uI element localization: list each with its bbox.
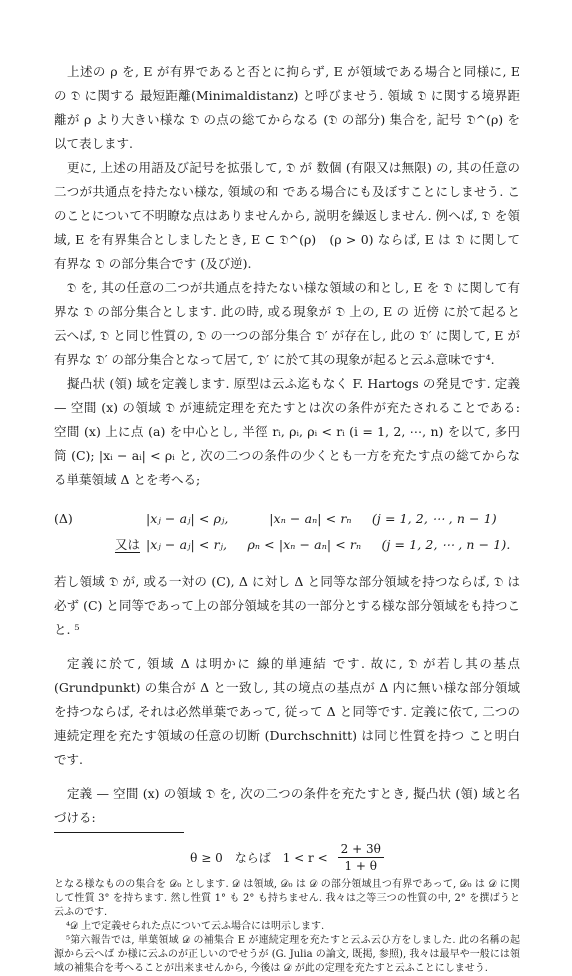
footnote-3-continued: となる様なものの集合を 𝒟₀ とします. 𝒟 は領域, 𝒟₀ は 𝒟 の部分領域且つ有界であって, 𝒟₀ は 𝒟 に関して性質 3° を持ちます. 然し性質 1° も 2° も持ちません. 我々は之等三つの性質の中, 2° を撰ばうと云ふのです. — [54, 879, 520, 918]
footnote-5: ⁵第六報告では, 単葉領域 𝒟 の補集合 E が連続定理を充たすと云ふ云ひ方をしました. 此の名稱の起源から云へば か様に云ふのが正しいのでせうが (G. Julia の論文, 既掲, 参照), 我々は最早や一般には領域の補集合を考へることが出来ませんから, 今後は 𝒟 が此の定理を充たすと云ふことにしませう. — [54, 935, 520, 974]
formula-numerator: 2 + 3θ — [338, 841, 384, 858]
paragraph-extension: 更に, 上述の用語及び記号を拡張して, 𝔇 が 数個 (有限又は無限) の, 其の任意の二つが共通点を持たない様な, 領域の和 である場合にも及ぼすことにしませう. このことについて不明瞭な点はありませんから, 説明を繰返しません. 例へば, 𝔇 を領域, E を有界集合としましたとき, E ⊂ 𝔇^(ρ) (ρ > 0) ならば, E は 𝔇 に関して有界な 𝔇 の部分集合です (及び逆). — [54, 160, 520, 271]
condition-line-1: |xⱼ − aⱼ| < ρⱼ, |xₙ − aₙ| < rₙ (j = 1, 2, ⋯ , n − 1) — [146, 511, 497, 526]
formula-fraction — [338, 841, 384, 874]
formula-denominator: 1 + θ — [344, 859, 377, 873]
paragraph-simply-connected: 定義に於て, 領域 Δ は明かに 線的単連結 です. 故に, 𝔇 が若し其の基点 (Grundpunkt) の集合が Δ と一致し, 其の境点の基点が Δ 内に無い様な部分領域を持つならば, それは必然単葉であって, 従って Δ と同等です. 定義に依て, 二つの連続定理を充たす領域の任意の切断 (Durchschnitt) は同じ性質を持つ こと明白です. — [54, 656, 520, 767]
condition-spacer-2 — [54, 532, 106, 558]
paragraph-neighbourhood: 𝔇 を, 其の任意の二つが共通点を持たない様な領域の和とし, E を 𝔇 に関して有界な 𝔇 の部分集合とします. 此の時, 或る現象が 𝔇 上の, E の 近傍 に於て起ると云へば, 𝔇 と同じ性質の, 𝔇 の一つの部分集合 𝔇′ が存在し, 此の 𝔇′ に関して, E が有界な 𝔇′ の部分集合となって居て, 𝔇′ に於て其の現象が起ると云ふ意味です⁴. — [54, 280, 520, 367]
footnote-4: ⁴𝒟 上で定義せられた点について云ふ場合には明示します. — [66, 921, 325, 932]
condition-line-2: |xⱼ − aⱼ| < rⱼ, ρₙ < |xₙ − aₙ| < rₙ (j = 1, 2, ⋯ , n − 1). — [146, 537, 511, 552]
paragraph-continuity-property: 若し領域 𝔇 が, 或る一対の (C), Δ に対し Δ と同等な部分領域を持つならば, 𝔇 は必ず (C) と同等であって上の部分領域を其の一部分とする様な部分領域をも持つこと. ⁵ — [54, 574, 520, 637]
condition-label: (Δ) — [54, 511, 73, 526]
condition-spacer — [106, 506, 146, 532]
condition-or-label: 又は — [114, 537, 140, 552]
paragraph-minimal-distance: 上述の ρ を, E が有界であると否とに拘らず, E が領域である場合と同様に, E の 𝔇 に関する 最短距離(Minimaldistanz) と呼びませう. 領域 𝔇 に関する境界距離が ρ より大きい様な 𝔇 の点の総てからなる (𝔇 の部分) 集合を, 記号 𝔇^(ρ) を以て表します. — [54, 64, 520, 151]
footnote-formula — [54, 841, 520, 874]
paragraph-pseudoconvex-definition: 定義 — 空間 (x) の領域 𝔇 を, 次の二つの条件を充たすとき, 擬凸状 (領) 域と名づける: — [54, 786, 520, 825]
paragraph-continuity-definition: 擬凸状 (領) 域を定義します. 原型は云ふ迄もなく F. Hartogs の発見です. 定義 — 空間 (x) の領域 𝔇 が連続定理を充たすとは次の条件が充たされることである: 空間 (x) 上に点 (a) を中心とし, 半徑 rᵢ, ρᵢ, ρᵢ < rᵢ (i = 1, 2, ⋯, n) を以て, 多円筒 (C); |xᵢ − aᵢ| < ρᵢ と, 次の二つの条件の少くとも一方を充たす点の総てからなる単葉領域 Δ とを考へる; — [54, 376, 520, 487]
paper-page — [54, 60, 520, 976]
condition-delta — [54, 506, 520, 558]
formula-left: θ ≥ 0 ならば 1 < r < — [190, 850, 328, 865]
footnote-rule — [54, 832, 184, 833]
